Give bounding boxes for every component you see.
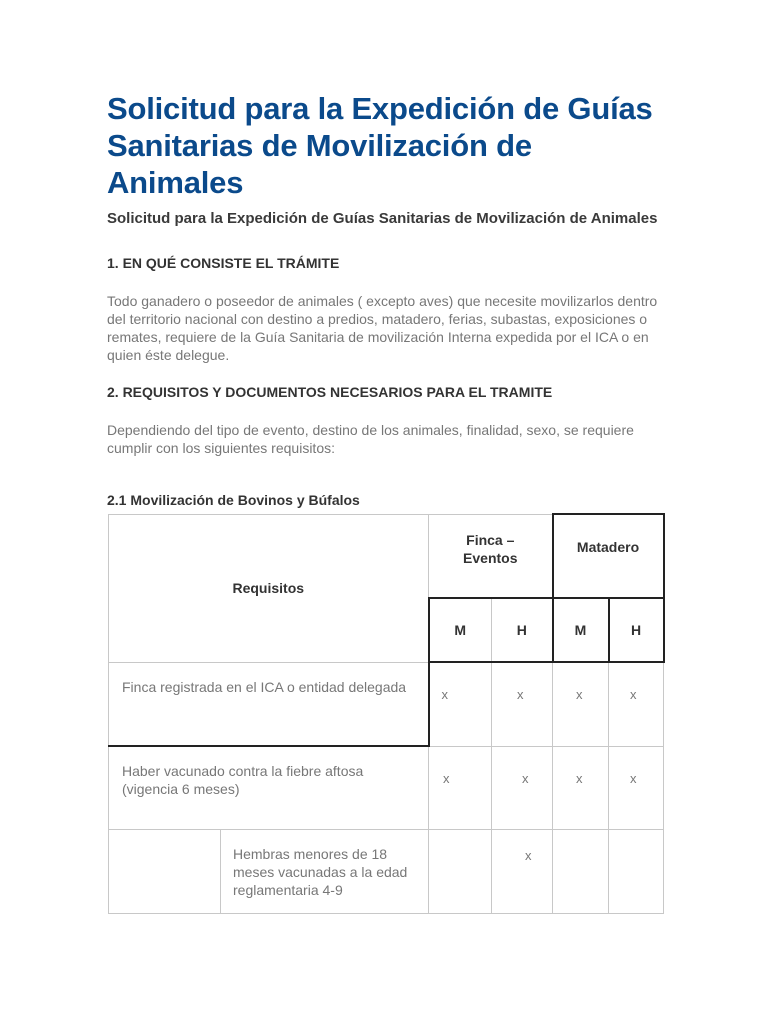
check-cell: x [609,662,664,746]
document-body [107,90,663,509]
check-cell: x [609,746,664,829]
check-cell: x [429,662,492,746]
subheader-m-finca [429,598,492,662]
subheader-h-finca-label: H [516,622,527,638]
check-cell: x [492,829,553,913]
requirement-label: Haber vacunado contra la fiebre aftosa (vigencia 6 meses) [109,746,429,829]
table-row [109,829,664,913]
header-requisitos [109,514,429,662]
requirements-table [108,513,665,914]
check-cell: x [429,746,492,829]
header-finca-label: Finca – Eventos [463,531,518,566]
check-cell: x [553,662,609,746]
header-matadero-label: Matadero [576,539,640,555]
check-cell: x [492,746,553,829]
check-cell: x [492,662,553,746]
section-1-text: Todo ganadero o poseedor de animales ( excepto aves) que necesite movilizarlos dentro del territorio nacional con destino a predios, matadero, ferias, subastas, exposiciones o remates, requiere de la Guía Sanitaria de movilización Interna expedida por el ICA o en quien éste delegue. [107,293,658,363]
subheader-h-matadero-label: H [630,622,642,638]
subheader-h-matadero [609,598,664,662]
section-2-heading: 2. REQUISITOS Y DOCUMENTOS NECESARIOS PARA EL TRAMITE [107,384,553,400]
table-row [109,746,664,829]
header-matadero [553,514,664,598]
requirement-label: Finca registrada en el ICA o entidad delegada [109,662,429,746]
section-1-heading: 1. EN QUÉ CONSISTE EL TRÁMITE [107,255,340,271]
header-finca-eventos [429,514,553,598]
empty-cell [109,829,221,913]
header-requisitos-label: Requisitos [232,580,305,596]
section-2-text: Dependiendo del tipo de evento, destino de los animales, finalidad, sexo, se requiere cumplir con los siguientes requisitos: [107,422,634,456]
subheader-m-matadero-label: M [574,622,587,638]
requirement-label: Hembras menores de 18 meses vacunadas a la edad reglamentaria 4-9 [221,829,429,913]
subheader-m-finca-label: M [454,622,467,638]
check-cell [553,829,609,913]
check-cell [429,829,492,913]
table-row [109,662,664,746]
subheader-h-finca [492,598,553,662]
check-cell [609,829,664,913]
page-subtitle: Solicitud para la Expedición de Guías Sanitarias de Movilización de Animales [107,210,658,227]
section-2-1-heading: 2.1 Movilización de Bovinos y Búfalos [107,492,360,508]
subheader-m-matadero [553,598,609,662]
page-title: Solicitud para la Expedición de Guías Sanitarias de Movilización de Animales [107,91,653,200]
check-cell: x [553,746,609,829]
